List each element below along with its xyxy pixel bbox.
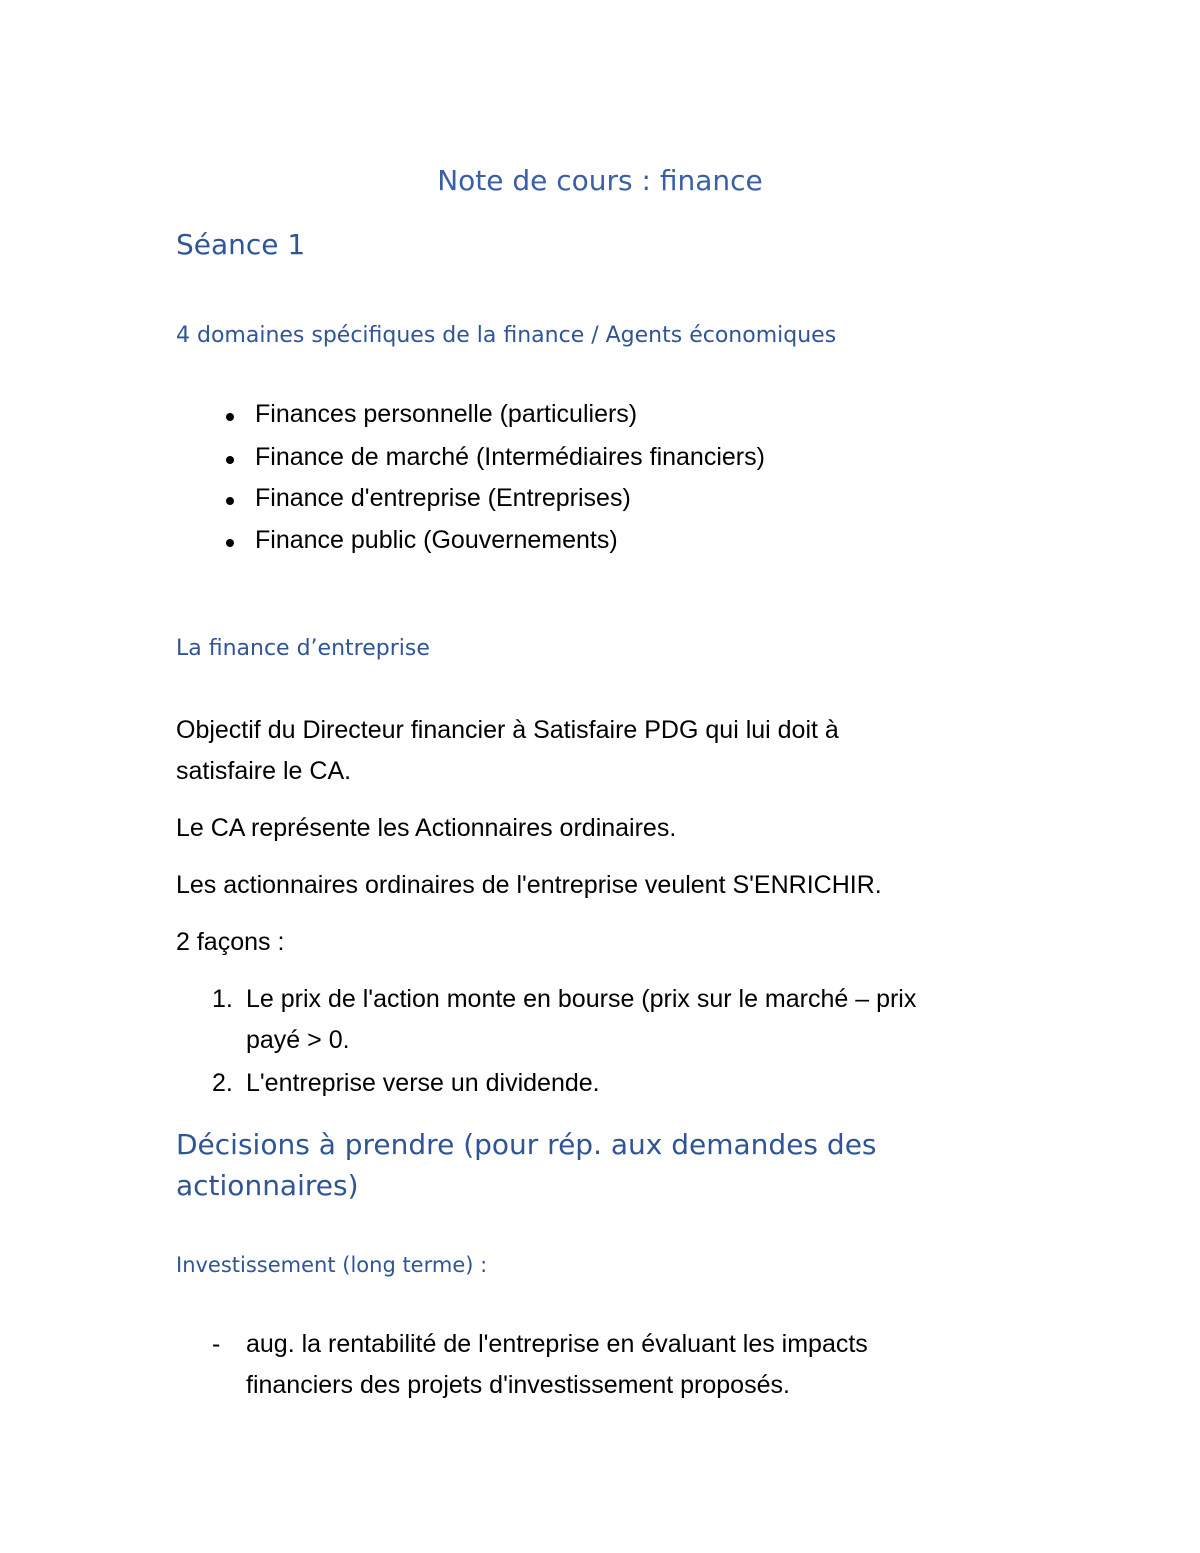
list-item: Finance de marché (Intermédiaires financiers) [255, 443, 765, 471]
bullet-icon [226, 497, 234, 505]
subheading-investissement: Investissement (long terme) : [176, 1253, 488, 1277]
paragraph-objectif-line2: satisfaire le CA. [176, 757, 352, 785]
heading-seance-1: Séance 1 [176, 228, 306, 261]
list-item: Finances personnelle (particuliers) [255, 400, 638, 428]
heading-decisions-line2: actionnaires) [176, 1169, 359, 1202]
document-title: Note de cours : finance [437, 164, 763, 197]
subheading-finance-entreprise: La finance d’entreprise [176, 636, 430, 661]
list-number: 1. [212, 985, 233, 1013]
subheading-domaines: 4 domaines spécifiques de la finance / Agents économiques [176, 323, 837, 348]
list-item-continuation: payé > 0. [246, 1026, 350, 1054]
list-item: aug. la rentabilité de l'entreprise en évaluant les impacts [246, 1330, 868, 1358]
list-item: Finance d'entreprise (Entreprises) [255, 484, 631, 512]
paragraph-facons: 2 façons : [176, 928, 285, 956]
paragraph-actionnaires: Les actionnaires ordinaires de l'entreprise veulent S'ENRICHIR. [176, 871, 882, 899]
bullet-icon [226, 456, 234, 464]
bullet-icon [226, 539, 234, 547]
list-item: Finance public (Gouvernements) [255, 526, 618, 554]
dash-marker: - [212, 1330, 221, 1358]
paragraph-ca: Le CA représente les Actionnaires ordinaires. [176, 814, 677, 842]
list-item: Le prix de l'action monte en bourse (prix sur le marché – prix [246, 985, 917, 1013]
bullet-icon [226, 413, 234, 421]
paragraph-objectif-line1: Objectif du Directeur financier à Satisfaire PDG qui lui doit à [176, 716, 839, 744]
list-number: 2. [212, 1069, 233, 1097]
heading-decisions-line1: Décisions à prendre (pour rép. aux demandes des [176, 1128, 877, 1161]
list-item: L'entreprise verse un dividende. [246, 1069, 600, 1097]
list-item-continuation: financiers des projets d'investissement proposés. [246, 1371, 790, 1399]
